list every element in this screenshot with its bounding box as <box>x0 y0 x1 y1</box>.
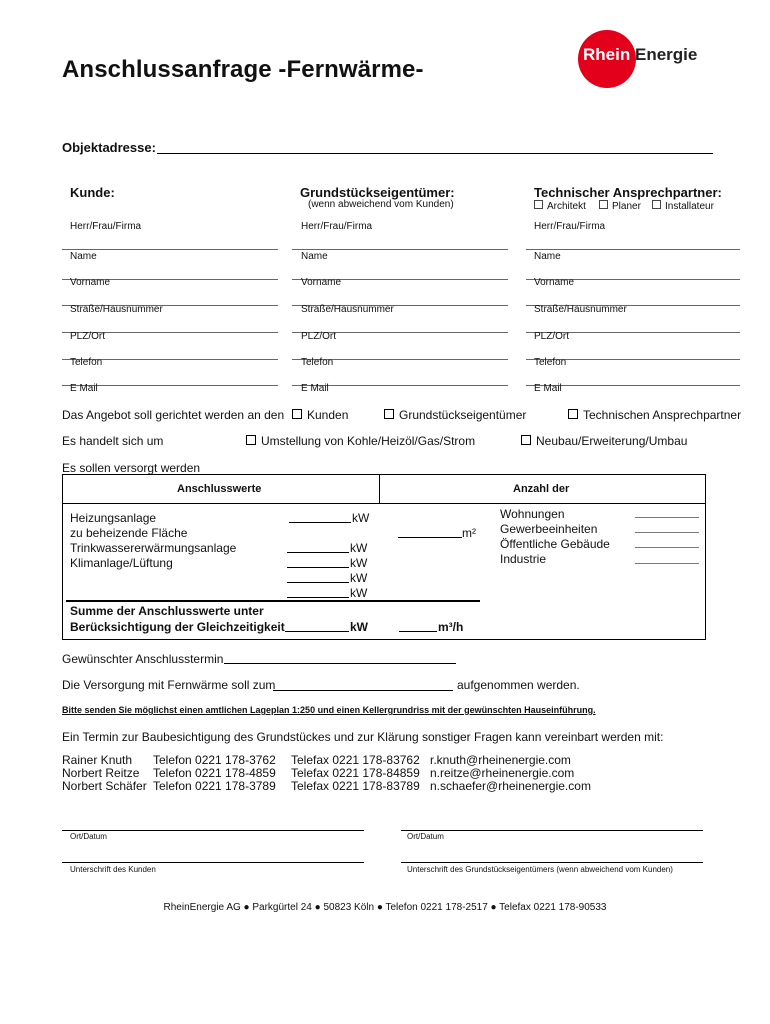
case-option-neubau-label: Neubau/Erweiterung/Umbau <box>536 434 688 448</box>
option-installateur-label: Installateur <box>665 201 714 212</box>
sig-line-eigentuemer[interactable] <box>401 862 703 863</box>
sig-date-label-right: Ort/Datum <box>407 832 444 841</box>
objektadresse-input-line[interactable] <box>157 153 713 154</box>
count-input-oeffentlich[interactable] <box>635 547 699 548</box>
field-label-technisch: Herr/Frau/Firma <box>534 221 606 232</box>
offer-option-technisch-label: Technischen Ansprechpartner <box>583 408 742 422</box>
sig-label-kunde: Unterschrift des Kunden <box>70 865 156 874</box>
field-input-kunde[interactable] <box>62 249 278 250</box>
checkbox-technisch[interactable] <box>568 409 578 419</box>
logo-text-rhein: Rhein <box>583 45 631 64</box>
row-flaeche: zu beheizende Fläche <box>70 526 188 540</box>
row-gewerbe: Gewerbeeinheiten <box>500 522 598 536</box>
offer-option-technisch[interactable] <box>568 408 741 422</box>
checkbox-umstellung[interactable] <box>246 435 256 445</box>
offer-option-eigentuemer[interactable] <box>384 408 526 422</box>
versorgung-after: aufgenommen werden. <box>457 678 580 692</box>
count-input-wohnungen[interactable] <box>635 517 699 518</box>
checkbox-neubau[interactable] <box>521 435 531 445</box>
option-installateur[interactable] <box>652 200 714 212</box>
contact-email-3[interactable]: n.schaefer@rheinenergie.com <box>430 779 591 793</box>
table-head-anschlusswerte: Anschlusswerte <box>177 483 262 495</box>
versorgung-before: Die Versorgung mit Fernwärme soll zum <box>62 678 276 692</box>
case-label: Es handelt sich um <box>62 434 164 448</box>
field-label-kunde: E Mail <box>70 383 98 394</box>
checkbox-eigentuemer[interactable] <box>384 409 394 419</box>
termin-label: Gewünschter Anschlusstermin <box>62 652 224 666</box>
sum-unit-kw: kW <box>350 620 368 634</box>
unit-kw-2: kW <box>350 541 368 555</box>
sum-divider <box>66 600 480 602</box>
contact-phone-3: Telefon 0221 178-3789 <box>153 779 276 793</box>
logo-text-energie: Energie <box>635 45 698 64</box>
kw-input-extra-1[interactable] <box>287 582 349 583</box>
checkbox-architekt[interactable] <box>534 200 543 209</box>
field-label-kunde: Herr/Frau/Firma <box>70 221 142 232</box>
objektadresse-label: Objektadresse: <box>62 140 156 155</box>
offer-option-kunden[interactable] <box>292 408 348 422</box>
sig-label-eigentuemer: Unterschrift des Grundstückseigentümers (wenn abweichend vom Kunden) <box>407 865 673 874</box>
row-trinkwasser: Trinkwassererwärmungsanlage <box>70 541 237 555</box>
field-label-eigentuemer: Straße/Hausnummer <box>301 304 394 315</box>
field-label-kunde: Straße/Hausnummer <box>70 304 163 315</box>
field-label-technisch: Vorname <box>534 277 575 288</box>
contact-phone-2: Telefon 0221 178-4859 <box>153 766 276 780</box>
notice-text: Bitte senden Sie möglichst einen amtlichen Lageplan 1:250 und einen Kellergrundriss mit der gewünschten Hauseinführung. <box>62 705 596 715</box>
checkbox-installateur[interactable] <box>652 200 661 209</box>
option-architekt[interactable] <box>534 200 586 212</box>
offer-option-kunden-label: Kunden <box>307 408 349 422</box>
sum-unit-m3h: m³/h <box>438 620 464 634</box>
unit-m2: m² <box>462 526 476 540</box>
option-planer[interactable] <box>599 200 641 212</box>
field-label-eigentuemer: Herr/Frau/Firma <box>301 221 373 232</box>
footer-address: RheinEnergie AG ● Parkgürtel 24 ● 50823 Köln ● Telefon 0221 178-2517 ● Telefax 0221 178-90533 <box>163 902 607 913</box>
field-label-technisch: PLZ/Ort <box>534 331 570 342</box>
field-label-eigentuemer: Name <box>301 251 328 262</box>
field-label-kunde: Telefon <box>70 357 103 368</box>
field-label-technisch: Name <box>534 251 561 262</box>
kw-input-klima[interactable] <box>287 567 349 568</box>
contact-fax-3: Telefax 0221 178-83789 <box>291 779 420 793</box>
field-label-kunde: Name <box>70 251 97 262</box>
supply-label: Es sollen versorgt werden <box>62 461 201 475</box>
checkbox-kunden[interactable] <box>292 409 302 419</box>
sig-date-label-left: Ort/Datum <box>70 832 107 841</box>
contact-fax-2: Telefax 0221 178-84859 <box>291 766 420 780</box>
field-label-technisch: Telefon <box>534 357 567 368</box>
field-label-eigentuemer: E Mail <box>301 383 329 394</box>
field-label-kunde: PLZ/Ort <box>70 331 106 342</box>
contact-name-1: Rainer Knuth <box>62 753 133 767</box>
m2-input-flaeche[interactable] <box>398 537 462 538</box>
unit-kw-4: kW <box>350 571 368 585</box>
row-oeffentlich: Öffentliche Gebäude <box>500 537 610 551</box>
unit-kw-3: kW <box>350 556 368 570</box>
field-input-eigentuemer[interactable] <box>292 249 508 250</box>
contact-phone-1: Telefon 0221 178-3762 <box>153 753 276 767</box>
sum-m3h-input[interactable] <box>399 631 437 632</box>
checkbox-planer[interactable] <box>599 200 608 209</box>
kw-input-heizung[interactable] <box>289 522 351 523</box>
column-title-eigentuemer: Grundstückseigentümer: <box>300 185 455 200</box>
unit-kw-1: kW <box>352 511 370 525</box>
contact-name-3: Norbert Schäfer <box>62 779 147 793</box>
field-label-eigentuemer: Telefon <box>301 357 334 368</box>
unit-kw-5: kW <box>350 586 368 600</box>
offer-label: Das Angebot soll gerichtet werden an den <box>62 408 285 422</box>
column-title-technischer: Technischer Ansprechpartner: <box>534 185 722 200</box>
contact-fax-1: Telefax 0221 178-83762 <box>291 753 420 767</box>
table-head-anzahl: Anzahl der <box>513 483 570 495</box>
field-label-eigentuemer: PLZ/Ort <box>301 331 337 342</box>
rheinenergie-logo <box>578 30 708 86</box>
kw-input-extra-2[interactable] <box>287 597 349 598</box>
table-header-divider <box>379 475 380 503</box>
contact-email-1[interactable]: r.knuth@rheinenergie.com <box>430 753 571 767</box>
sig-line-kunde[interactable] <box>62 862 364 863</box>
versorgung-input[interactable] <box>273 690 453 691</box>
sig-date-line-right[interactable] <box>401 830 703 831</box>
page-title: Anschlussanfrage -Fernwärme- <box>62 56 424 83</box>
field-label-eigentuemer: Vorname <box>301 277 342 288</box>
column-subtitle-eigentuemer: (wenn abweichend vom Kunden) <box>308 199 454 210</box>
sig-date-line-left[interactable] <box>62 830 364 831</box>
field-input-technisch[interactable] <box>526 249 740 250</box>
row-industrie: Industrie <box>500 552 547 566</box>
option-planer-label: Planer <box>612 201 641 212</box>
sum-label-line2: Berücksichtigung der Gleichzeitigkeit <box>70 620 285 634</box>
table-header-row <box>63 475 705 504</box>
termin-input[interactable] <box>224 663 456 664</box>
count-input-industrie[interactable] <box>635 563 699 564</box>
row-klima: Klimanlage/Lüftung <box>70 556 173 570</box>
option-architekt-label: Architekt <box>547 201 586 212</box>
contact-name-2: Norbert Reitze <box>62 766 140 780</box>
row-wohnungen: Wohnungen <box>500 507 565 521</box>
anschlusswerte-table <box>62 474 706 640</box>
column-title-kunde: Kunde: <box>70 185 115 200</box>
sum-kw-input[interactable] <box>285 631 349 632</box>
field-label-technisch: Straße/Hausnummer <box>534 304 627 315</box>
row-heizungsanlage: Heizungsanlage <box>70 511 157 525</box>
kw-input-trinkwasser[interactable] <box>287 552 349 553</box>
offer-option-eigentuemer-label: Grundstückseigentümer <box>399 408 527 422</box>
contact-email-2[interactable]: n.reitze@rheinenergie.com <box>430 766 575 780</box>
field-label-technisch: E Mail <box>534 383 562 394</box>
case-option-neubau[interactable] <box>521 434 687 448</box>
sum-label-line1: Summe der Anschlusswerte unter <box>70 604 264 618</box>
case-option-umstellung[interactable] <box>246 434 475 448</box>
field-label-kunde: Vorname <box>70 277 111 288</box>
case-option-umstellung-label: Umstellung von Kohle/Heizöl/Gas/Strom <box>261 434 476 448</box>
count-input-gewerbe[interactable] <box>635 532 699 533</box>
appointment-text: Ein Termin zur Baubesichtigung des Grundstückes und zur Klärung sonstiger Fragen kann vereinbart werden mit: <box>62 730 664 744</box>
